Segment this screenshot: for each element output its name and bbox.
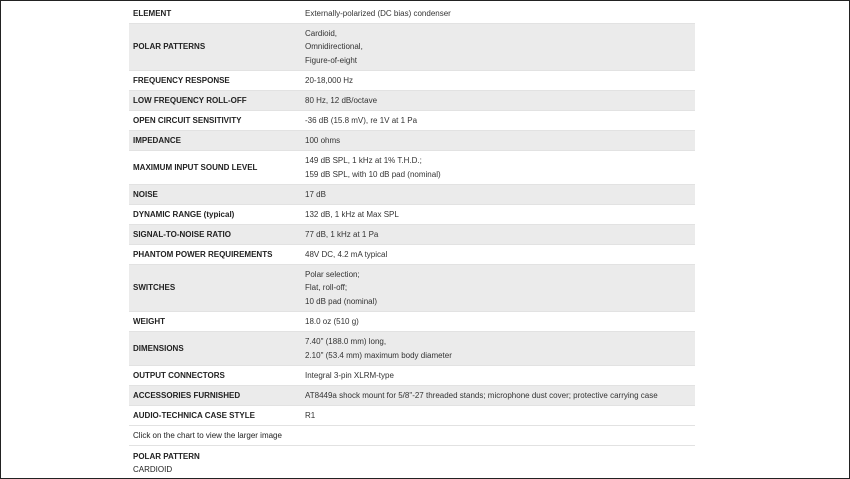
spec-value — [299, 151, 695, 185]
spec-value-line: Cardioid, — [305, 28, 338, 38]
spec-label: DYNAMIC RANGE (typical) — [129, 205, 299, 225]
spec-value — [299, 386, 695, 406]
spec-value-line: Flat, roll-off; — [305, 283, 348, 293]
spec-row — [129, 185, 695, 205]
spec-value — [299, 265, 695, 312]
spec-value-line: 132 dB, 1 kHz at Max SPL — [305, 209, 399, 219]
spec-value-line: 100 ohms — [305, 135, 341, 145]
spec-value-line: Omnidirectional, — [305, 42, 363, 52]
spec-value-line: 17 dB — [305, 189, 326, 199]
spec-value-line: R1 — [305, 410, 316, 420]
spec-row — [129, 71, 695, 91]
spec-label: AUDIO-TECHNICA CASE STYLE — [129, 406, 299, 426]
spec-row — [129, 111, 695, 131]
spec-value — [299, 312, 695, 332]
spec-value — [299, 91, 695, 111]
spec-label: ACCESSORIES FURNISHED — [129, 386, 299, 406]
spec-value — [299, 185, 695, 205]
spec-value-line: 149 dB SPL, 1 kHz at 1% T.H.D.; — [305, 156, 422, 166]
spec-value-line: 2.10" (53.4 mm) maximum body diameter — [305, 350, 452, 360]
polar-pattern-cell — [129, 446, 695, 477]
spec-label: FREQUENCY RESPONSE — [129, 71, 299, 91]
spec-label: IMPEDANCE — [129, 131, 299, 151]
spec-value — [299, 225, 695, 245]
spec-value — [299, 71, 695, 91]
spec-row — [129, 332, 695, 366]
spec-value-line: 159 dB SPL, with 10 dB pad (nominal) — [305, 169, 441, 179]
spec-row — [129, 225, 695, 245]
spec-value — [299, 406, 695, 426]
spec-value — [299, 205, 695, 225]
spec-row — [129, 91, 695, 111]
spec-value — [299, 245, 695, 265]
spec-label: SWITCHES — [129, 265, 299, 312]
spec-value-line: 77 dB, 1 kHz at 1 Pa — [305, 229, 379, 239]
spec-row — [129, 312, 695, 332]
spec-value-line: AT8449a shock mount for 5/8"-27 threaded stands; microphone dust cover; protective carrying case — [305, 390, 658, 400]
spec-label: OUTPUT CONNECTORS — [129, 366, 299, 386]
spec-label: POLAR PATTERNS — [129, 24, 299, 71]
spec-row — [129, 205, 695, 225]
spec-value-line: 20-18,000 Hz — [305, 75, 354, 85]
polar-pattern-value: CARDIOID — [133, 465, 173, 475]
spec-row — [129, 151, 695, 185]
spec-row — [129, 131, 695, 151]
spec-value-line: 10 dB pad (nominal) — [305, 296, 378, 306]
spec-label: WEIGHT — [129, 312, 299, 332]
spec-value — [299, 111, 695, 131]
spec-value — [299, 131, 695, 151]
spec-label: OPEN CIRCUIT SENSITIVITY — [129, 111, 299, 131]
spec-value-line: Externally-polarized (DC bias) condenser — [305, 8, 451, 18]
specifications-table — [129, 4, 695, 477]
spec-label: DIMENSIONS — [129, 332, 299, 366]
spec-value — [299, 4, 695, 24]
polar-pattern-label: POLAR PATTERN — [133, 452, 200, 461]
spec-row — [129, 24, 695, 71]
spec-label: NOISE — [129, 185, 299, 205]
spec-row — [129, 265, 695, 312]
spec-value-line: 80 Hz, 12 dB/octave — [305, 95, 378, 105]
spec-value — [299, 24, 695, 71]
spec-label: PHANTOM POWER REQUIREMENTS — [129, 245, 299, 265]
spec-row — [129, 4, 695, 24]
spec-value-line: Figure-of-eight — [305, 55, 358, 65]
chart-note-row — [129, 426, 695, 446]
chart-note[interactable]: Click on the chart to view the larger image — [129, 426, 695, 446]
spec-value-line: 7.40" (188.0 mm) long, — [305, 337, 387, 347]
spec-row — [129, 386, 695, 406]
spec-value — [299, 366, 695, 386]
spec-label: LOW FREQUENCY ROLL-OFF — [129, 91, 299, 111]
spec-value-line: 48V DC, 4.2 mA typical — [305, 249, 388, 259]
polar-pattern-row — [129, 446, 695, 477]
spec-row — [129, 245, 695, 265]
spec-row — [129, 406, 695, 426]
spec-label: SIGNAL-TO-NOISE RATIO — [129, 225, 299, 245]
spec-label: ELEMENT — [129, 4, 299, 24]
spec-value-line: Polar selection; — [305, 269, 360, 279]
spec-label: MAXIMUM INPUT SOUND LEVEL — [129, 151, 299, 185]
spec-value-line: -36 dB (15.8 mV), re 1V at 1 Pa — [305, 115, 418, 125]
spec-value-line: 18.0 oz (510 g) — [305, 316, 359, 326]
spec-value — [299, 332, 695, 366]
spec-row — [129, 366, 695, 386]
spec-value-line: Integral 3-pin XLRM-type — [305, 370, 394, 380]
